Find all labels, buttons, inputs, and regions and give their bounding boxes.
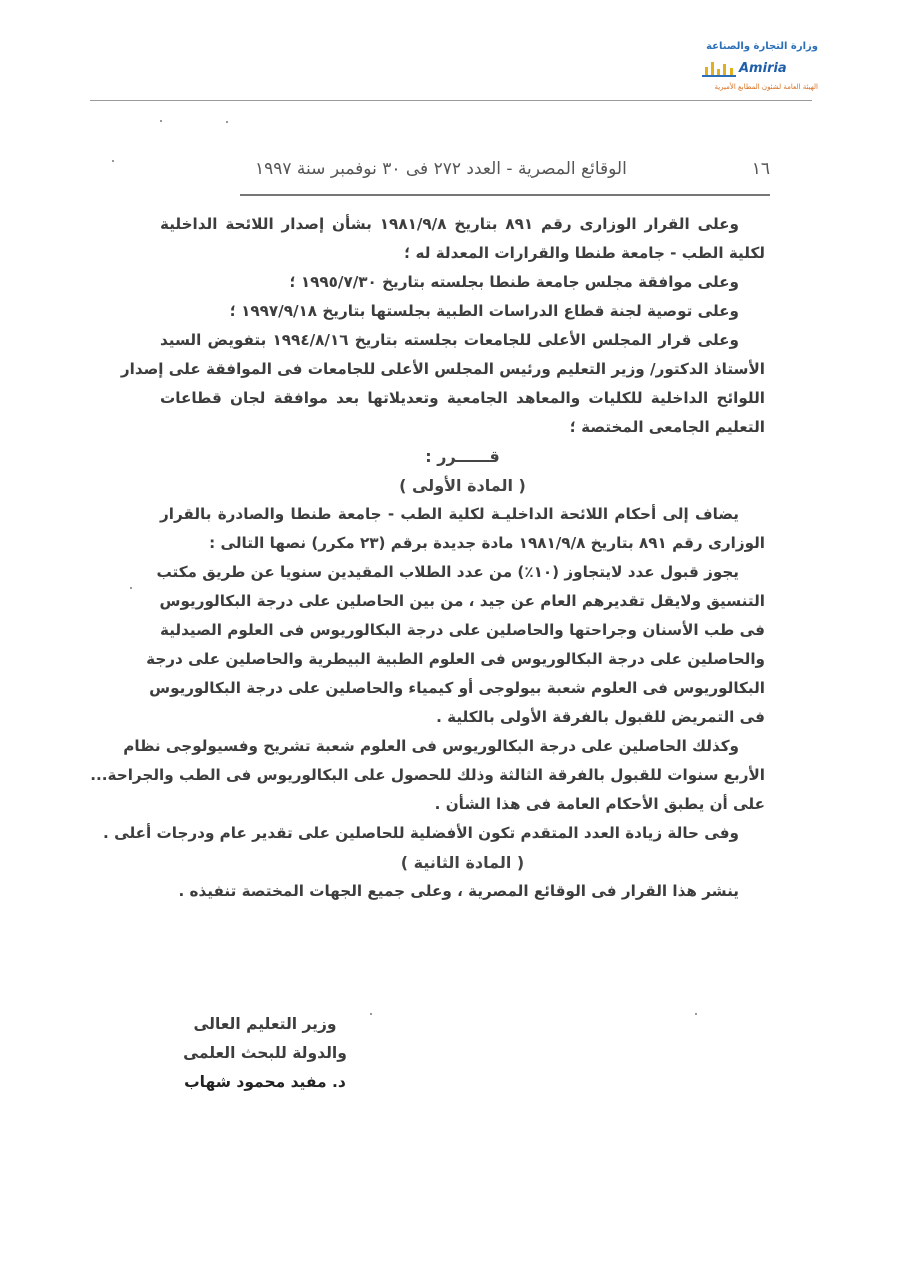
scan-speck — [695, 1013, 697, 1015]
text-line: يضاف إلى أحكام اللائحة الداخليـة لكلية الطب - جامعة طنطا والصادرة بالقرار — [160, 505, 739, 523]
gazette-title: الوقائع المصرية - العدد ٢٧٢ فى ٣٠ نوفمبر سنة ١٩٩٧ — [255, 159, 627, 179]
article-2-text — [160, 877, 765, 906]
signatory-title-2: والدولة للبحث العلمى — [183, 1044, 347, 1062]
signatory-name: د. مفيد محمود شهاب — [184, 1073, 346, 1091]
text-line: التنسيق ولايقل تقديرهم العام عن جيد ، من بين الحاصلين على درجة البكالوريوس — [159, 592, 765, 610]
decree-body — [90, 210, 765, 906]
text-line: وعلى القرار الوزارى رقم ٨٩١ بتاريخ ١٩٨١/٩/٨ بشأن إصدار اللائحة الداخلية — [160, 215, 739, 233]
header-divider — [240, 194, 770, 196]
logo-mark-text: Amiria — [739, 61, 787, 76]
logo-subtitle: الهيئة العامة لشئون المطابع الأميرية — [714, 83, 818, 91]
scan-speck — [112, 160, 114, 162]
scan-speck — [130, 587, 132, 589]
article-1-heading: ( المادة الأولى ) — [399, 476, 526, 495]
text-line: وعلى توصية لجنة قطاع الدراسات الطبية بجلستها بتاريخ ١٩٩٧/٩/١٨ ؛ — [229, 302, 739, 320]
skyline-icon — [702, 59, 736, 77]
text-line: التعليم الجامعى المختصة ؛ — [569, 418, 765, 436]
signature-block — [180, 1010, 350, 1097]
text-line: وفى حالة زيادة العدد المتقدم تكون الأفضلية للحاصلين على تقدير عام ودرجات أعلى . — [103, 824, 739, 842]
running-header — [255, 156, 770, 182]
scan-speck — [226, 121, 228, 123]
text-line: على أن يطبق الأحكام العامة فى هذا الشأن . — [434, 795, 765, 813]
preamble — [120, 210, 765, 442]
text-line: وعلى قرار المجلس الأعلى للجامعات بجلسته بتاريخ ١٩٩٤/٨/١٦ بتفويض السيد — [160, 331, 739, 349]
signatory-title-1: وزير التعليم العالى — [193, 1015, 337, 1033]
scan-speck — [160, 120, 162, 122]
logo-arc-text: وزارة التجارة والصناعة — [706, 41, 818, 52]
text-line: الوزارى رقم ٨٩١ بتاريخ ١٩٨١/٩/٨ مادة جديدة برقم (٢٣ مكرر) نصها التالى : — [209, 534, 765, 552]
page-number: ١٦ — [751, 159, 770, 179]
text-line: ينشر هذا القرار فى الوقائع المصرية ، وعلى جميع الجهات المختصة تنفيذه . — [178, 882, 739, 900]
text-line: اللوائح الداخلية للكليات والمعاهد الجامعية وتعديلاتها بعد موافقة لجان قطاعات — [160, 389, 765, 407]
text-line: فى طب الأسنان وجراحتها والحاصلين على درجة البكالوريوس فى العلوم الصيدلية — [160, 621, 765, 639]
article-2-heading: ( المادة الثانية ) — [400, 853, 525, 872]
scan-speck — [370, 1013, 372, 1015]
text-line: وعلى موافقة مجلس جامعة طنطا بجلسته بتاريخ ١٩٩٥/٧/٣٠ ؛ — [289, 273, 739, 291]
top-divider — [90, 100, 812, 101]
text-line: لكلية الطب - جامعة طنطا والقرارات المعدلة له ؛ — [404, 244, 765, 262]
logo-mark-row — [702, 55, 787, 77]
text-line: الأستاذ الدكتور/ وزير التعليم ورئيس المجلس الأعلى للجامعات فى الموافقة على إصدار — [120, 360, 765, 378]
text-line: الأربع سنوات للقبول بالفرقة الثالثة وذلك للحصول على البكالوريوس فى الطب والجراحة... — [90, 766, 765, 784]
article-1-text — [90, 500, 765, 848]
decision-heading: قــــــرر : — [425, 447, 500, 466]
text-line: يجوز قبول عدد لايتجاوز (١٠٪) من عدد الطلاب المقيدين سنويا عن طريق مكتب — [156, 563, 739, 581]
text-line: وكذلك الحاصلين على درجة البكالوريوس فى العلوم شعبة تشريح وفسيولوجى نظام — [123, 737, 739, 755]
text-line: فى التمريض للقبول بالفرقة الأولى بالكلية . — [436, 708, 765, 726]
text-line: والحاصلين على درجة البكالوريوس فى العلوم الطبية البيطرية والحاصلين على درجة — [146, 650, 765, 668]
publisher-logo — [682, 40, 818, 98]
text-line: البكالوريوس فى العلوم شعبة بيولوجى أو كيمياء والحاصلين على درجة البكالوريوس — [149, 679, 765, 697]
